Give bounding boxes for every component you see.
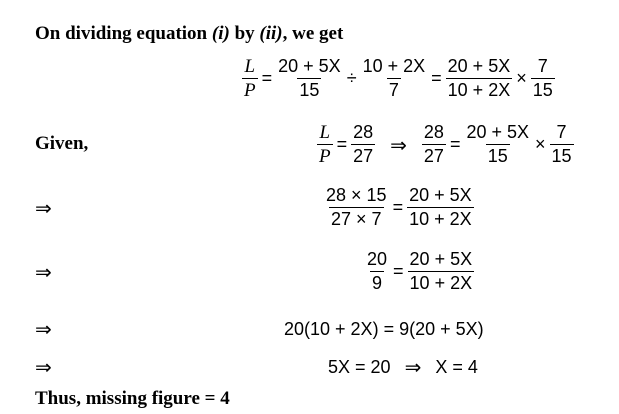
implies-symbol: ⇒: [35, 196, 52, 220]
fraction: $\frac{28}{27}$: [353, 122, 374, 166]
fraction: $\frac{20 + 5X}{10 + 2X}$: [409, 249, 473, 293]
fraction: $\frac{28}{27}$: [423, 122, 444, 166]
equation-step-3: 20(10 + 2X) = 9(20 + 5X): [284, 319, 484, 339]
fraction-l-over-p: $\frac{L}{P}$: [319, 122, 331, 167]
implies-symbol: ⇒: [35, 260, 52, 284]
equation-step-2: $\frac{20}{9}$ = $\frac{20 + 5X}{10 + 2X}$: [367, 249, 473, 293]
fraction: $\frac{7}{15}$: [551, 122, 572, 166]
implies-symbol: ⇒: [35, 355, 52, 379]
fraction: $\frac{20 + 5X}{10 + 2X}$: [447, 56, 511, 100]
fraction: $\frac{7}{15}$: [532, 56, 553, 100]
equation-step-1: $\frac{28 \times 15}{27 \times 7}$ = $\frac{20 + 5X}{10 + 2X}$: [326, 185, 472, 229]
intro-text: On dividing equation (i) by (ii), we get: [35, 23, 344, 44]
equation-divide: $\frac{L}{P}$ = $\frac{20 + 5X}{15}$ ÷ $\frac{10 + 2X}{7}$ = $\frac{20 + 5X}{10 + 2X}$ × $\frac{7}{15}$: [244, 56, 553, 101]
equation-step-4: 5X = 20 ⇒ X = 4: [328, 355, 478, 379]
fraction: $\frac{20 + 5X}{10 + 2X}$: [409, 185, 472, 229]
fraction: $\frac{10 + 2X}{7}$: [362, 56, 426, 100]
fraction: $\frac{20}{9}$: [367, 249, 388, 293]
equation-given: $\frac{L}{P}$ = $\frac{28}{27}$ ⇒ $\frac{28}{27}$ = $\frac{20 + 5X}{15}$ × $\frac{7}{15}$: [319, 122, 572, 167]
fraction: $\frac{28 \times 15}{27 \times 7}$: [326, 185, 387, 229]
implies-symbol: ⇒: [35, 317, 52, 341]
fraction: $\frac{20 + 5X}{15}$: [278, 56, 341, 100]
given-label: Given,: [35, 133, 89, 154]
fraction-l-over-p: $\frac{L}{P}$: [244, 56, 256, 101]
conclusion-text: Thus, missing figure = 4: [35, 388, 230, 409]
fraction: $\frac{20 + 5X}{15}$: [466, 122, 530, 166]
